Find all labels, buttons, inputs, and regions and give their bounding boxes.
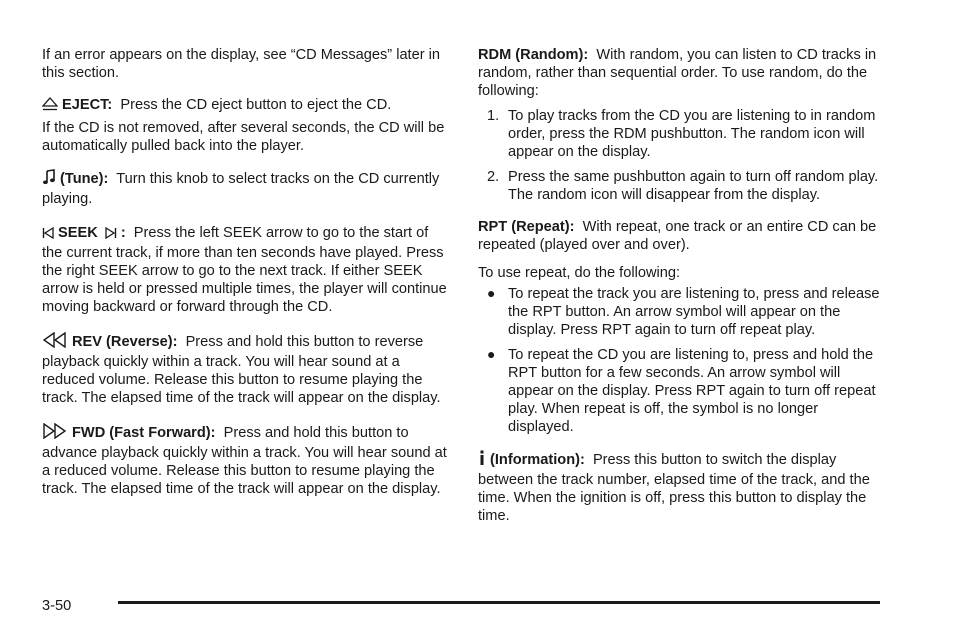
step-text: Press the same pushbutton again to turn off random play. The random icon will disappear from the display. [508, 169, 879, 203]
seek-label: SEEK [58, 225, 98, 241]
fwd-label: FWD (Fast Forward): [72, 425, 216, 441]
rev-section [42, 332, 452, 407]
info-icon [478, 450, 486, 471]
footer-rule [118, 601, 880, 604]
seek-section [42, 224, 452, 316]
error-note: If an error appears on the display, see “CD Messages” later in this section. [42, 47, 440, 81]
eject-label: EJECT: [62, 97, 113, 113]
rdm-text: With random, you can listen to CD tracks in random, rather than sequential order. To use random, do the following: [478, 47, 877, 99]
seek-back-icon [42, 226, 54, 244]
list-item [478, 168, 883, 204]
rdm-label: RDM (Random): [478, 47, 589, 63]
step-number: 2. [487, 169, 500, 185]
rdm-steps [478, 107, 883, 204]
rewind-icon [42, 332, 68, 353]
tune-label: (Tune): [60, 171, 109, 187]
fwd-section [42, 423, 452, 498]
fast-forward-icon [42, 423, 68, 444]
list-item [478, 346, 883, 436]
info-text: Press this button to switch the display between the track number, elapsed time of the track, and the time. When the ignition is off, press this button to display the time. [478, 452, 870, 524]
music-note-icon [42, 169, 56, 190]
eject-section [42, 96, 452, 155]
fwd-text: Press and hold this button to advance playback quickly within a track. You will hear sound at a reduced volume. Release this button to resume playing the track. The elapsed time of the track will appear on the display. [42, 425, 447, 497]
rpt-intro: To use repeat, do the following: [478, 265, 681, 281]
rdm-section [478, 46, 883, 100]
tune-section [42, 169, 452, 208]
page-number: 3-50 [42, 598, 72, 614]
tune-text: Turn this knob to select tracks on the CD currently playing. [42, 171, 440, 207]
info-label: (Information): [490, 452, 585, 468]
seek-text: Press the left SEEK arrow to go to the start of the current track, if more than ten seconds have played. Press the right SEEK arrow to go to the next track. If either SEEK arrow is held or pressed multiple times, the player will continue moving backward or forward through the CD. [42, 225, 447, 315]
eject-icon [42, 97, 58, 116]
bullet-icon: ● [487, 346, 496, 362]
rev-label: REV (Reverse): [72, 334, 178, 350]
step-number: 1. [487, 108, 500, 124]
list-item [478, 107, 883, 161]
list-item [478, 285, 883, 339]
rpt-section [478, 218, 883, 254]
bullet-icon: ● [487, 285, 496, 301]
left-column [42, 46, 452, 497]
seek-forward-icon [105, 226, 117, 244]
step-text: To play tracks from the CD you are listening to in random order, press the RDM pushbutton. The random icon will appear on the display. [508, 108, 876, 160]
seek-colon: : [120, 225, 126, 241]
eject-text: Press the CD eject button to eject the CD. [120, 97, 392, 113]
right-column [478, 46, 883, 524]
rpt-label: RPT (Repeat): [478, 219, 575, 235]
bullet-text: To repeat the CD you are listening to, press and hold the RPT button for a few seconds. An arrow symbol will appear on the display. Press RPT again to turn off repeat play. When repeat is off, the symbol is no longer displayed. [508, 347, 876, 435]
bullet-text: To repeat the track you are listening to, press and release the RPT button. An arrow symbol will appear on the display. Press RPT again to turn off repeat play. [508, 286, 880, 338]
rpt-text: With repeat, one track or an entire CD can be repeated (played over and over). [478, 219, 877, 253]
rpt-bullets [478, 285, 883, 436]
info-section [478, 450, 883, 525]
eject-text2: If the CD is not removed, after several seconds, the CD will be automatically pulled back into the player. [42, 120, 445, 154]
rev-text: Press and hold this button to reverse playback quickly within a track. You will hear sound at a reduced volume. Release this button to resume playing the track. The elapsed time of the track will appear on the display. [42, 334, 441, 406]
